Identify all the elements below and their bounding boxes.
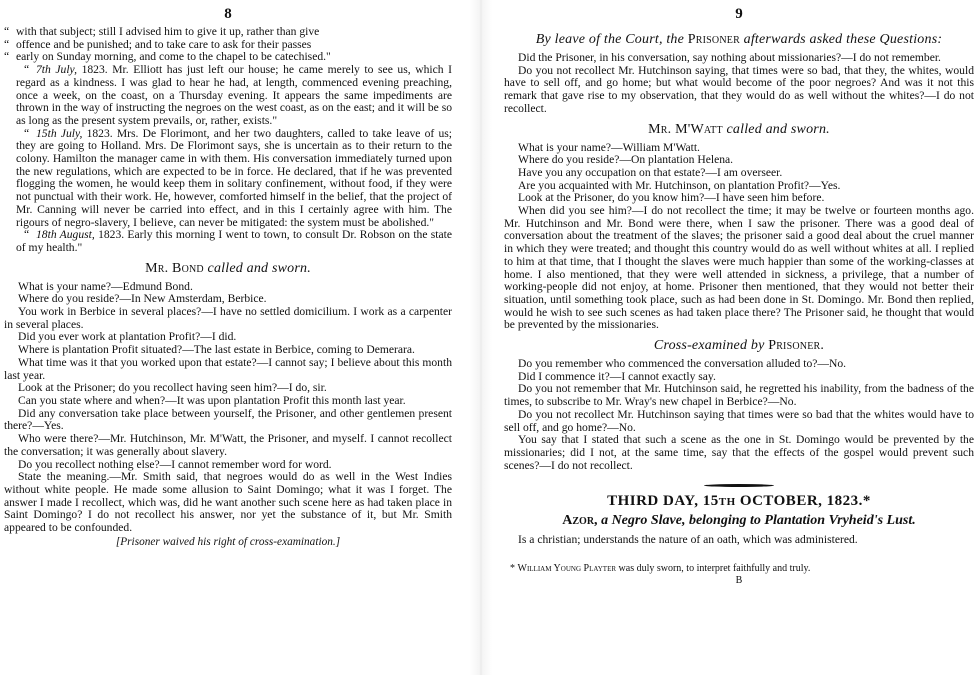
witness-heading-rest: called and sworn. bbox=[207, 260, 311, 276]
footnote-mark: * bbox=[510, 563, 515, 575]
cross-examination-note: [Prisoner waived his right of cross-examination.] bbox=[115, 535, 341, 548]
prisoner-name: Prisoner bbox=[687, 32, 740, 47]
testimony-line: Did you ever work at plantation Profit?—I did. bbox=[18, 330, 237, 344]
testimony-line: When did you see him?—I do not recollect the time; it may be twelve or fourteen months ago. Mr. Hutchinson and Mr. Bond were there, when I saw the prisoner. There was a good deal of conversation about the treatment of the slaves; the prisoner said a good deal about the cruel manner in which they were treated; and thought this country would do as well without whites at all. I replied to him at that time, that I thought the slaves were much happier than some of the working-classes at home. I also mentioned, that they were well attended in sickness, a privilege, that a number of working-people did not enjoy, at home. Prisoner then mentioned, that they would not better their situation, until something took place, such as had been done in St. Domingo. Mr. Bond then replied, would he wish to see such scenes as had taken place there? The Prisoner said, he thought that would be prevented by the missionaries. bbox=[504, 204, 974, 332]
testimony-line: State the meaning.—Mr. Smith said, that negroes would do as well in the West Indies without white people. He made some allusion to Saint Domingo; what it was I forget. The answer I made I recollect, which was, did he want another such scene here as had taken place in Saint Domingo? I do not recollect his answer, nor yet the substance of it, but Mr. Smith appeared to be confounded. bbox=[4, 470, 452, 535]
right-page bbox=[500, 0, 980, 675]
entry-date: 15th July, bbox=[36, 126, 83, 140]
question-line: Did I commence it?—I cannot exactly say. bbox=[518, 369, 716, 383]
day-month: OCTOBER, 1823.* bbox=[739, 493, 871, 510]
witness-heading bbox=[4, 261, 452, 277]
testimony-line: Did any conversation take place between yourself, the Prisoner, and other gentlemen present there?—Yes. bbox=[4, 406, 452, 433]
prisoner-name: Prisoner. bbox=[768, 338, 825, 354]
testimony-line: Look at the Prisoner, do you know him?—I have seen him before. bbox=[518, 191, 825, 205]
testimony-line: Who were there?—Mr. Hutchinson, Mr. M'Watt, the Prisoner, and myself. I cannot recollect the conversation; it was generally about slavery. bbox=[4, 432, 452, 458]
testimony-line: What is your name?—Edmund Bond. bbox=[18, 279, 193, 293]
quoted-line: “ early on Sunday morning, and come to the chapel to be catechised." bbox=[4, 51, 452, 64]
bond-testimony bbox=[4, 281, 452, 535]
question-line: Do you not recollect Mr. Hutchinson saying, that times were so bad, that they, the whites, would have to sell off, and go home; but what would become of the poor negroes? And was it not this remark that gave rise to my observation, that they would do as well without the whites?—I do not recollect. bbox=[504, 63, 974, 115]
question-line: Did the Prisoner, in his conversation, say nothing about missionaries?—I do not remember. bbox=[518, 51, 941, 64]
question-line: Do you not recollect Mr. Hutchinson saying that times were so bad that the whites would have to sell off, and go home?—No. bbox=[504, 407, 974, 434]
testimony-line: What time was it that you worked upon that estate?—I cannot say; I believe about this month last year. bbox=[4, 355, 452, 382]
question-line: You say that I stated that such a scene as the one in St. Domingo would be prevented by the missionaries; did I not, at the same time, say that the effects of the gospel would prevent such scenes?—I do not recollect. bbox=[504, 433, 974, 472]
testimony-line: Are you acquainted with Mr. Hutchinson, on plantation Profit?—Yes. bbox=[518, 178, 841, 192]
court-leave-heading bbox=[504, 32, 974, 48]
testimony-line: Have you any occupation on that estate?—I am overseer. bbox=[518, 165, 783, 179]
testimony-line: Do you recollect nothing else?—I cannot remember word for word. bbox=[18, 457, 332, 471]
question-line: Do you not remember that Mr. Hutchinson said, he regretted his inability, from the badness of the times, to subscribe to Mr. Wray's new chapel in Berbice?—No. bbox=[504, 382, 974, 409]
section-divider bbox=[704, 484, 774, 487]
witness-subtitle bbox=[504, 513, 974, 529]
witness-subtitle-rest: a Negro Slave, belonging to Plantation Vryheid's Lust. bbox=[601, 513, 916, 529]
witness-name: Mr. M'Watt bbox=[648, 121, 723, 137]
heading-text: By leave of the Court, the bbox=[535, 32, 685, 47]
journal-entry bbox=[4, 229, 452, 254]
testimony-line: Look at the Prisoner; do you recollect having seen him?—I do, sir. bbox=[18, 381, 327, 395]
entry-text: 1823. Mrs. De Florimont, and her two daughters, called to take leave of us; they are going to Holland. Mrs. De Florimont says, she is uncertain as to their return to the colony. Hamilton the manager came in with them. His conversation immediately turned upon the new regulations, which are expected to be in force. He declared, that if he was prevented flogging the women, he would keep them in solitary confinement, without food, if they were not punctual with their work. He, however, comforted himself in the belief, that the project of Mr. Canning will never be carried into effect, and in this I certainly agree with him. The rigours of negro-slavery, I believe, can never be mitigated: the system must be abolished." bbox=[16, 126, 452, 229]
cross-examination-heading bbox=[504, 338, 974, 354]
signature-mark: B bbox=[735, 575, 743, 587]
testimony-line: You work in Berbice in several places?—I have no settled domicilium. I work as a carpenter in several places. bbox=[4, 305, 452, 331]
heading-text: afterwards asked these Questions: bbox=[743, 32, 943, 47]
journal-entry bbox=[4, 128, 452, 230]
quoted-line: “ with that subject; still I advised him to give it up, rather than give bbox=[4, 26, 452, 39]
testimony-line: Can you state where and when?—It was upon plantation Profit this month last year. bbox=[18, 393, 406, 407]
question-line: Do you remember who commenced the conversation alluded to?—No. bbox=[518, 357, 847, 371]
testimony-line: What is your name?—William M'Watt. bbox=[518, 140, 700, 154]
azor-statement: Is a christian; understands the nature of an oath, which was administered. bbox=[518, 533, 858, 547]
left-page bbox=[0, 0, 462, 675]
witness-heading-rest: called and sworn. bbox=[726, 121, 830, 137]
entry-date: 18th August, bbox=[36, 228, 95, 242]
journal-entry bbox=[4, 64, 452, 128]
leave-questions bbox=[504, 52, 974, 116]
heading-text: Cross-examined by bbox=[653, 338, 765, 354]
witness-name: Azor, bbox=[562, 513, 598, 529]
entry-text: 1823. Mr. Elliott has just left our house; he came merely to see us, which I regard as a kindness. I was glad to hear he had, at length, commenced evening preaching, once a week, on the coast, on a Thursday evening. It appears the same impediments are thrown in the way of instructing the negroes on the west coast, as on the east; and it will be so as long as the present system prevails, or, rather, exists." bbox=[16, 63, 452, 127]
entry-text: 1823. Early this morning I went to town, to consult Dr. Robson on the state of my health." bbox=[16, 228, 453, 254]
footnote-name: William Young Playter bbox=[517, 563, 617, 575]
testimony-line: Where is plantation Profit situated?—The last estate in Berbice, coming to Demerara. bbox=[18, 343, 415, 357]
footnote-text: was duly sworn, to interpret faithfully and truly. bbox=[618, 563, 811, 575]
quoted-line: “ offence and be punished; and to take care to ask for their passes bbox=[4, 39, 452, 52]
quoted-continuation bbox=[4, 26, 452, 64]
day-label: THIRD DAY, bbox=[607, 493, 699, 510]
page-number: 9 bbox=[735, 6, 743, 22]
witness-heading bbox=[504, 122, 974, 138]
page-number: 8 bbox=[224, 6, 232, 22]
entry-date: 7th July, bbox=[36, 63, 77, 77]
day-number: 15th bbox=[702, 493, 736, 510]
third-day-heading bbox=[504, 493, 974, 510]
mcwatt-testimony bbox=[504, 142, 974, 333]
cross-examination bbox=[504, 358, 974, 472]
witness-name: Mr. Bond bbox=[145, 260, 204, 276]
book-gutter bbox=[470, 0, 492, 675]
footnote bbox=[504, 563, 974, 575]
testimony-line: Where do you reside?—On plantation Helena. bbox=[518, 153, 734, 167]
testimony-line: Where do you reside?—In New Amsterdam, Berbice. bbox=[18, 292, 267, 306]
